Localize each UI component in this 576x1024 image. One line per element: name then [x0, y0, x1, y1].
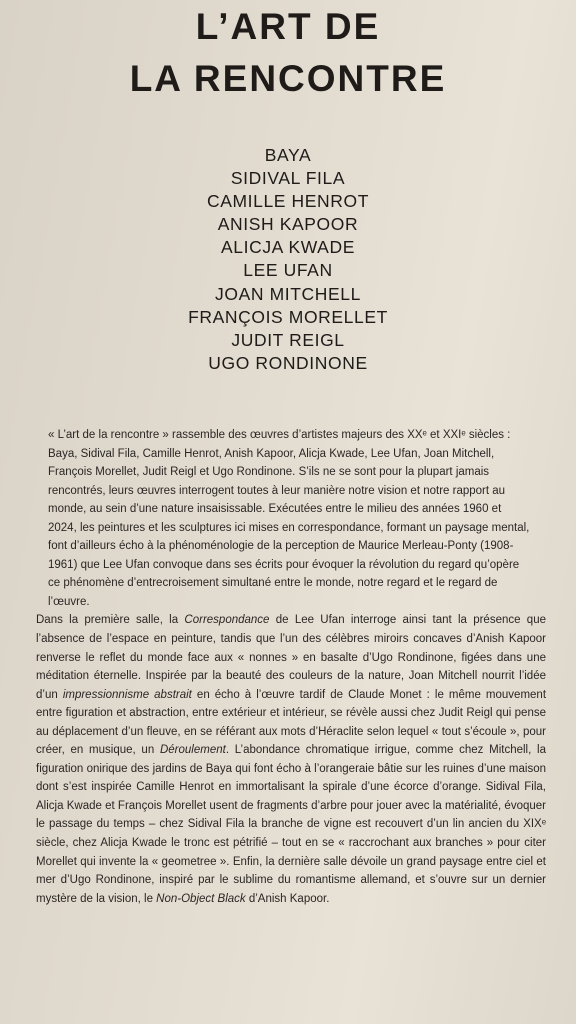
artwork-title: Non-Object Black	[156, 892, 246, 905]
artist-name: ANISH KAPOOR	[217, 214, 359, 235]
text-span: Dans la première salle, la	[36, 614, 185, 627]
artist-name: ALICJA KWADE	[221, 237, 355, 258]
artist-name: SIDIVAL FILA	[230, 168, 346, 189]
text-span: de Lee Ufan interroge ainsi tant la présence que l’absence de l’espace en peinture, tandis que l’un des célèbres miroirs concaves d’Anish Kapoor renverse le reflet du monde face aux « nonnes » en basalte d’Ugo Rondinone, figées dans une méditation éternelle. Inspirée par la beauté des couleurs de la nature, Joan Mitchell nourrit l’idée d’un	[36, 614, 546, 701]
text-span: . L’abondance chromatique irrigue, comme chez Mitchell, la figuration onirique des jardins de Baya qui font écho à l’orangeraie bâtie sur les ruines d’une maison dont s’est inspirée Camille Henrot en immortalisant la spirale d’une écorce d’orange. Sidival Fila, Alicja Kwade et François Morellet usent de fragments d’arbre pour jouer avec la matérialité, évoquer le passage du temps – chez Sidival Fila la branche de vigne est recouvert d’un lin ancien du XIXᵉ siècle, chez Alicja Kwade le tronc est pétrifié – tout en se « raccrochant aux branches » pour citer Morellet qui invente la « geometree ». Enfin, la dernière salle dévoile un grand paysage entre ciel et mer d’Ugo Rondinone, inspiré par le sublime du romantisme allemand, et s’ouvre sur un dernier mystère de la vision, le	[36, 744, 546, 905]
title-line-2: LA RENCONTRE	[129, 58, 447, 99]
text-span: d’Anish Kapoor.	[245, 892, 330, 905]
artist-name: JOAN MITCHELL	[215, 283, 361, 304]
artist-name: UGO RONDINONE	[208, 352, 368, 373]
rooms-paragraph	[30, 611, 546, 908]
intro-paragraph: « L’art de la rencontre » rassemble des œuvres d’artistes majeurs des XXᵉ et XXIᵉ siècles : Baya, Sidival Fila, Camille Henrot, Anish Kapoor, Alicja Kwade, Lee Ufan, Joan Mitchell, François Morellet, Judit Reigl et Ugo Rondinone. S’ils ne se sont pour la plupart jamais rencontrés, leurs œuvres interrogent toutes à leur manière notre vision et notre rapport au monde, au sein d’une nature insaisissable. Exécutées entre le milieu des années 1960 et 2024, les peintures et les sculptures ici mises en correspondance, formant un paysage mental, font d’ailleurs écho à la phénoménologie de la perception de Maurice Merleau-Ponty (1908-1961) que Lee Ufan convoque dans ses écrits pour évoquer la révolution du regard qu’opère ce phénomène d’entrecroisement simultané entre le monde, notre regard et le regard de l’œuvre.	[48, 429, 530, 608]
artist-name: BAYA	[264, 145, 312, 165]
artist-name: LEE UFAN	[243, 260, 333, 281]
artist-name: CAMILLE HENROT	[206, 191, 370, 212]
text-span: en écho à l’œuvre tardif de Claude Monet : le même mouvement entre figuration et abstraction, entre extérieur et intérieur, se révèle aussi chez Judit Reigl qui pense au déplacement d’un fleuve, en se référant aux mots d’Héraclite selon lequel « tout s’écoule », pour créer, en musique, un	[36, 688, 547, 757]
italic-term: impressionnisme abstrait	[62, 688, 192, 701]
artist-name: FRANÇOIS MORELLET	[188, 306, 388, 327]
artwork-title: Déroulement	[159, 744, 226, 757]
artist-name: JUDIT REIGL	[231, 329, 345, 350]
artist-list	[0, 144, 576, 375]
title-line-1: L’ART DE	[195, 6, 381, 47]
artwork-title: Correspondance	[184, 614, 270, 627]
exhibition-text	[30, 426, 546, 908]
